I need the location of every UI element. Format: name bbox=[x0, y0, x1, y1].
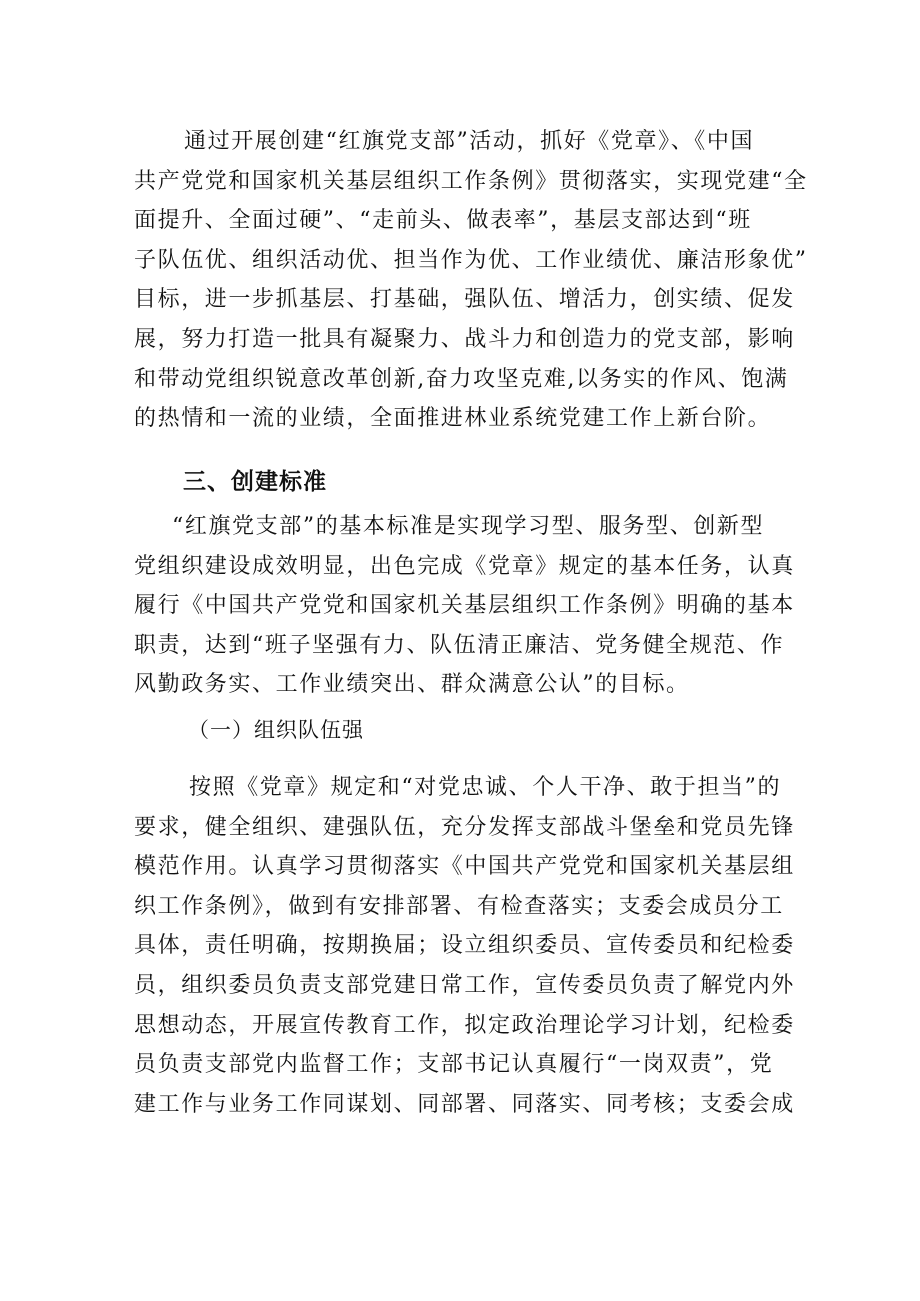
section-heading: 三、创建标准 bbox=[183, 469, 327, 495]
text-line: 要求，健全组织、建强队伍，充分发挥支部战斗堡垒和党员先锋 bbox=[134, 814, 795, 840]
text-line: 展，努力打造一批具有凝聚力、战斗力和创造力的党支部，影响 bbox=[134, 326, 795, 352]
text-line: 风勤政务实、工作业绩突出、群众满意公认”的目标。 bbox=[134, 672, 690, 698]
paragraph-organization bbox=[134, 768, 795, 1124]
text-line: 织工作条例》，做到有安排部署、有检查落实；支委会成员分工 bbox=[134, 893, 784, 919]
text-line: 模范作用。认真学习贯彻落实《中国共产党党和国家机关基层组 bbox=[134, 854, 795, 880]
text-line: 共产党党和国家机关基层组织工作条例》贯彻落实，实现党建“全 bbox=[134, 168, 808, 194]
text-line: 的热情和一流的业绩，全面推进林业系统党建工作上新台阶。 bbox=[134, 406, 772, 432]
text-line: 子队伍优、组织活动优、担当作为优、工作业绩优、廉洁形象优” bbox=[134, 247, 808, 273]
text-line: 党组织建设成效明显，出色完成《党章》规定的基本任务，认真 bbox=[134, 553, 795, 579]
text-line: 职责，达到“班子坚强有力、队伍清正廉洁、党务健全规范、作 bbox=[134, 632, 785, 658]
text-line: “红旗党支部”的基本标准是实现学习型、服务型、创新型 bbox=[172, 514, 765, 539]
text-line: 面提升、全面过硬”、“走前头、做表率”，基层支部达到“班 bbox=[134, 208, 752, 234]
text-line: 员负责支部党内监督工作；支部书记认真履行“一岗双责”，党 bbox=[134, 1052, 774, 1078]
text-line: 建工作与业务工作同谋划、同部署、同落实、同考核；支委会成 bbox=[134, 1091, 795, 1117]
text-line: 思想动态，开展宣传教育工作，拟定政治理论学习计划，纪检委 bbox=[134, 1012, 795, 1038]
subsection-heading: （一）组织队伍强 bbox=[188, 718, 364, 742]
text-line: 员，组织委员负责支部党建日常工作，宣传委员负责了解党内外 bbox=[134, 972, 795, 998]
paragraph-standard bbox=[134, 507, 795, 705]
paragraph-goals bbox=[134, 122, 808, 439]
text-line: 目标，进一步抓基层、打基础，强队伍、增活力，创实绩、促发 bbox=[134, 287, 795, 313]
text-line: 按照《党章》规定和“对党忠诚、个人干净、敢于担当”的 bbox=[189, 775, 782, 800]
text-line: 履行《中国共产党党和国家机关基层组织工作条例》明确的基本 bbox=[134, 593, 795, 619]
text-line: 和带动党组织锐意改革创新,奋力攻坚克难,以务实的作风、饱满 bbox=[134, 366, 789, 392]
text-line: 具体，责任明确，按期换届；设立组织委员、宣传委员和纪检委 bbox=[134, 933, 795, 959]
text-line: 通过开展创建“红旗党支部”活动，抓好《党章》、《中国 bbox=[184, 129, 755, 154]
